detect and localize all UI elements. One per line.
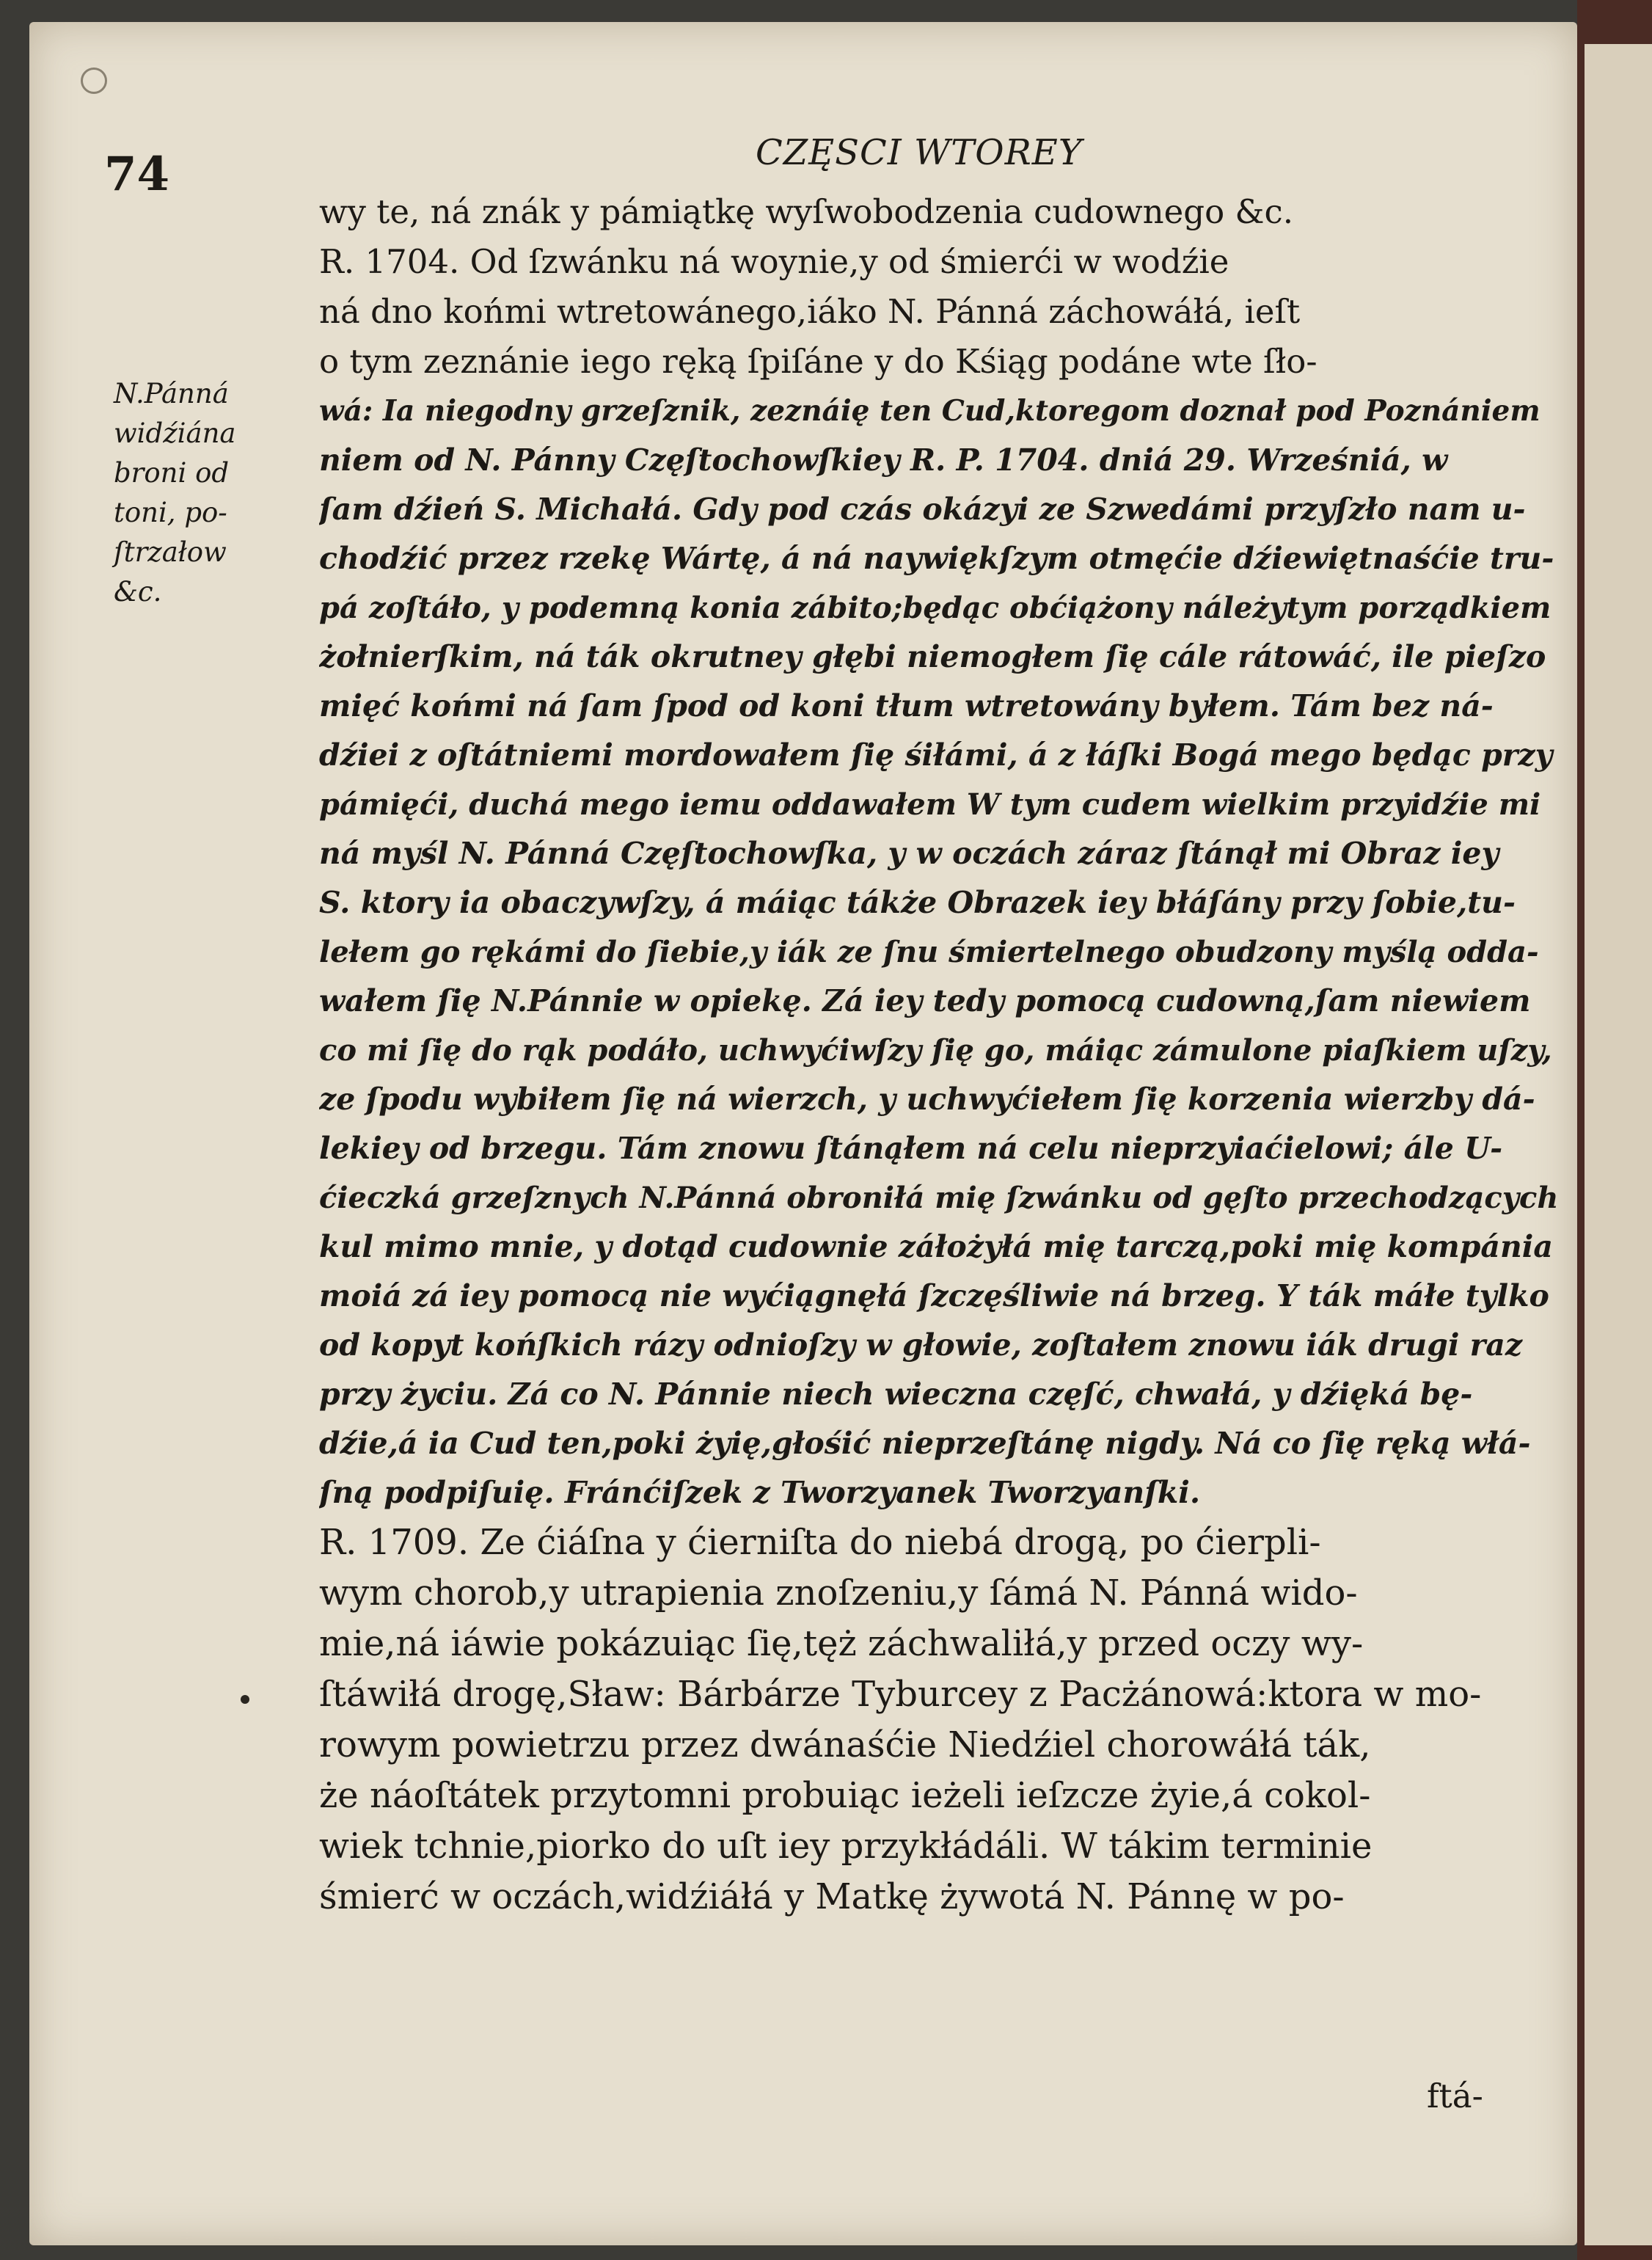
margin-note xyxy=(114,374,297,612)
text-line: moiá zá iey pomocą nie wyćiągnęłá ſzczęśliwie ná brzeg. Y ták máłe tylko xyxy=(319,1278,1549,1313)
text-line: ná dno końmi wtretowánego,iáko N. Pánná záchowáłá, ieſt xyxy=(319,292,1301,331)
text-line: co mi ſię do rąk podáło, uchwyćiwſzy ſię go, máiąc zámulone piaſkiem uſzy, xyxy=(319,1033,1552,1068)
text-line: śmierć w oczách,widźiáłá y Matkę żywotá N. Pánnę w po- xyxy=(319,1876,1345,1917)
text-line: pá zoſtáło, y podemną konia zábito;będąc obćiążony náleżytym porządkiem xyxy=(319,591,1552,625)
text-line: od kopyt końſkich rázy odnioſzy w głowie, zoſtałem znowu iák drugi raz xyxy=(319,1327,1523,1363)
text-line: wá: Ia niegodny grzeſznik, zeznáię ten Cud,ktoregom doznał pod Poznániem xyxy=(319,394,1540,428)
text-line: lekiey od brzegu. Tám znowu ſtánąłem ná celu nieprzyiaćielowi; ále U- xyxy=(319,1131,1503,1166)
text-line: wałem ſię N.Pánnie w opiekę. Zá iey tedy pomocą cudowną,ſam niewiem xyxy=(319,983,1531,1018)
text-line: rowym powietrzu przez dwánaśćie Niedźiel chorowáłá ták, xyxy=(319,1724,1371,1765)
text-line: ná myśl N. Pánná Częſtochowſka, y w oczách záraz ſtánął mi Obraz iey xyxy=(319,836,1499,871)
text-line: R. 1704. Od ſzwánku ná woynie,y od śmierći w wodźie xyxy=(319,242,1229,281)
margin-note-line: widźiána xyxy=(114,418,236,449)
text-line: wiek tchnie,piorko do uſt iey przykłádáli. W tákim terminie xyxy=(319,1826,1373,1867)
text-line: niem od N. Pánny Częſtochowſkiey R. P. 1704. dniá 29. Wrześniá, w xyxy=(319,442,1448,478)
binding-hole-icon xyxy=(81,68,107,94)
text-line: dźiei z oſtátniemi mordowałem ſię śiłámi, á z łáſki Bogá mego będąc przy xyxy=(319,737,1553,773)
text-line: przy życiu. Zá co N. Pánnie niech wieczna częſć, chwałá, y dźięká bę- xyxy=(319,1377,1473,1412)
text-line: ze ſpodu wybiłem ſię ná wierzch, y uchwyćiełem ſię korzenia wierzby dá- xyxy=(319,1082,1535,1117)
text-line: pámięći, duchá mego iemu oddawałem W tym cudem wielkim przyidźie mi xyxy=(319,787,1541,822)
adjacent-page xyxy=(1585,44,1652,2245)
text-line: mie,ná iáwie pokázuiąc ſię,tęż záchwaliłá,y przed oczy wy- xyxy=(319,1623,1364,1664)
margin-note-line: &c. xyxy=(114,576,162,608)
adjacent-page-edge xyxy=(1577,0,1652,2260)
text-line: wym chorob,y utrapienia znoſzeniu,y ſámá N. Pánná wido- xyxy=(319,1572,1358,1614)
text-line: wy te, ná znák y pámiątkę wyſwobodzenia cudownego &c. xyxy=(319,192,1294,231)
text-line: ſam dźień S. Michałá. Gdy pod czás okázyi ze Szwedámi przyſzło nam u- xyxy=(319,492,1526,527)
margin-note-line: broni od xyxy=(114,457,230,489)
text-line: chodźić przez rzekę Wártę, á ná naywiękſzym otmęćie dźiewiętnaśćie tru- xyxy=(319,541,1554,576)
page-number: 74 xyxy=(104,147,170,202)
text-line: ćieczká grzeſznych N.Pánná obroniłá mię ſzwánku od gęſto przechodzących xyxy=(319,1181,1559,1215)
margin-dot xyxy=(241,1695,249,1704)
text-line: kul mimo mnie, y dotąd cudownie záłożyłá mię tarczą,poki mię kompánia xyxy=(319,1229,1553,1264)
text-line: R. 1709. Ze ćiáſna y ćierniſta do niebá drogą, po ćierpli- xyxy=(319,1522,1321,1563)
margin-note-line: ſtrzałow xyxy=(114,536,227,568)
margin-note-line: N.Pánná xyxy=(114,378,229,409)
book-page xyxy=(29,22,1577,2245)
body-text xyxy=(319,187,1566,1922)
text-line: lełem go rękámi do ſiebie,y iák ze ſnu śmiertelnego obudzony myślą odda- xyxy=(319,935,1539,969)
text-line: mięć końmi ná ſam ſpod od koni tłum wtretowány byłem. Tám bez ná- xyxy=(319,688,1494,723)
text-line: ſną podpiſuię. Fránćiſzek z Tworzyanek Tworzyanſki. xyxy=(319,1475,1201,1510)
text-line: S. ktory ia obaczywſzy, á máiąc tákże Obrazek iey błáſány przy ſobie,tu- xyxy=(319,885,1516,920)
catchword: ftá- xyxy=(1427,2077,1483,2115)
text-line: o tym zeznánie iego ręką ſpiſáne y do Kśiąg podáne wte ſło- xyxy=(319,342,1317,381)
text-line: że náoſtátek przytomni probuiąc ieżeli ieſzcze żyie,á cokol- xyxy=(319,1775,1371,1816)
text-line: dźie,á ia Cud ten,poki żyię,głośić nieprzeſtánę nigdy. Ná co ſię ręką włá- xyxy=(319,1426,1531,1461)
text-line: żołnierſkim, ná ták okrutney głębi niemogłem ſię cále rátowáć, ile pieſzo xyxy=(319,639,1546,674)
running-head: CZĘSCI WTOREY xyxy=(756,132,1083,173)
text-line: ſtáwiłá drogę,Sław: Bárbárze Tyburcey z Pacżánowá:ktora w mo- xyxy=(319,1674,1482,1715)
margin-note-line: toni, po- xyxy=(114,497,227,528)
